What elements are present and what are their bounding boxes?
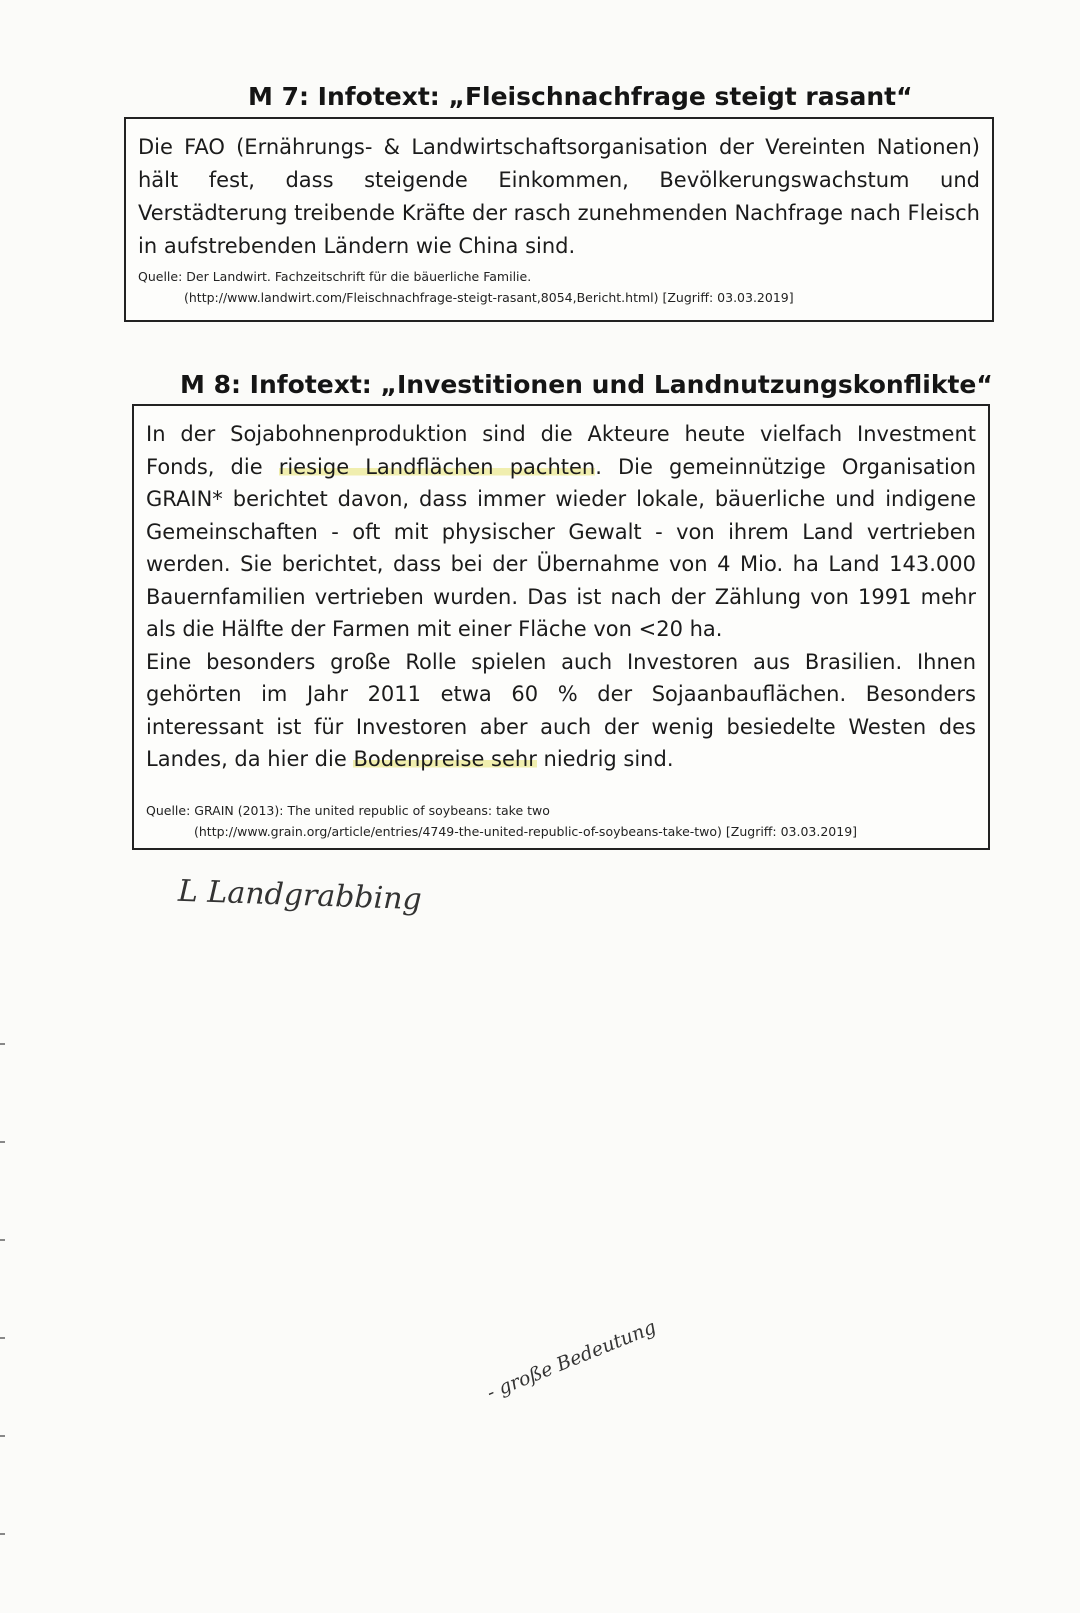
m7-infobox [124,117,994,322]
m8-source-line2: (http://www.grain.org/article/entries/4749-the-united-republic-of-soybeans-take-two) [Zugriff: 03.03.2019] [194,823,858,839]
edge-mark [0,1141,5,1143]
m8-p1-text-start: In der Sojabohnenproduktion sind die Akteure heute vielfach Investment Fonds, die [146,422,976,479]
edge-mark [0,1533,5,1535]
edge-mark [0,1435,5,1437]
m8-paragraph-1 [146,418,976,646]
m8-p1-highlight: riesige Landflächen pachten [278,454,596,479]
edge-mark [0,1043,5,1045]
edge-mark [0,1337,5,1339]
handwritten-note-grosse-bedeutung: - große Bedeutung [483,1316,660,1404]
m8-source [146,800,976,842]
m7-heading: M 7: Infotext: „Fleischnachfrage steigt rasant“ [248,82,913,111]
edge-mark [0,1239,5,1241]
m8-heading: M 8: Infotext: „Investitionen und Landnutzungskonflikte“ [180,370,993,399]
m7-source [138,266,980,308]
m7-source-line2: (http://www.landwirt.com/Fleischnachfrage-steigt-rasant,8054,Bericht.html) [Zugriff: 03.03.2019] [184,290,794,305]
m8-p2-text-end: niedrig sind. [536,747,674,771]
m8-p2-text-start: Eine besonders große Rolle spielen auch Investoren aus Brasilien. Ihnen gehörten im Jahr 2011 etwa 60 % der Sojaanbauflächen. Besonders interessant ist für Investoren aber auch der wenig besiedelte Westen des Landes, da hier die [146,649,976,771]
m8-source-line1: Quelle: GRAIN (2013): The united republic of soybeans: take two [146,802,550,818]
m7-paragraph: Die FAO (Ernährungs- & Landwirtschaftsorganisation der Vereinten Nationen) hält fest, dass steigende Einkommen, Bevölkerungswachstum und Verstädterung treibende Kräfte der rasch zunehmenden Nachfrage nach Fleisch in aufstrebenden Ländern wie China sind. [138,135,980,258]
m8-p2-highlight: Bodenpreise sehr [353,747,537,771]
handwritten-note-landgrabbing: L Landgrabbing [177,873,423,918]
m8-paragraph-2 [146,646,976,776]
m8-infobox [132,404,990,850]
m8-p1-text-end: . Die gemeinnützige Organisation GRAIN* berichtet davon, dass immer wieder lokale, bäuerliche und indigene Gemeinschaften - oft mit physischer Gewalt - von ihrem Land vertrieben werden. Sie berichtet, dass bei der Übernahme von 4 Mio. ha Land 143.000 Bauernfamilien vertrieben wurden. Das ist nach der Zählung von 1991 mehr als die Hälfte der Farmen mit einer Fläche von <20 ha. [146,454,977,641]
m7-source-line1: Quelle: Der Landwirt. Fachzeitschrift für die bäuerliche Familie. [138,269,532,284]
